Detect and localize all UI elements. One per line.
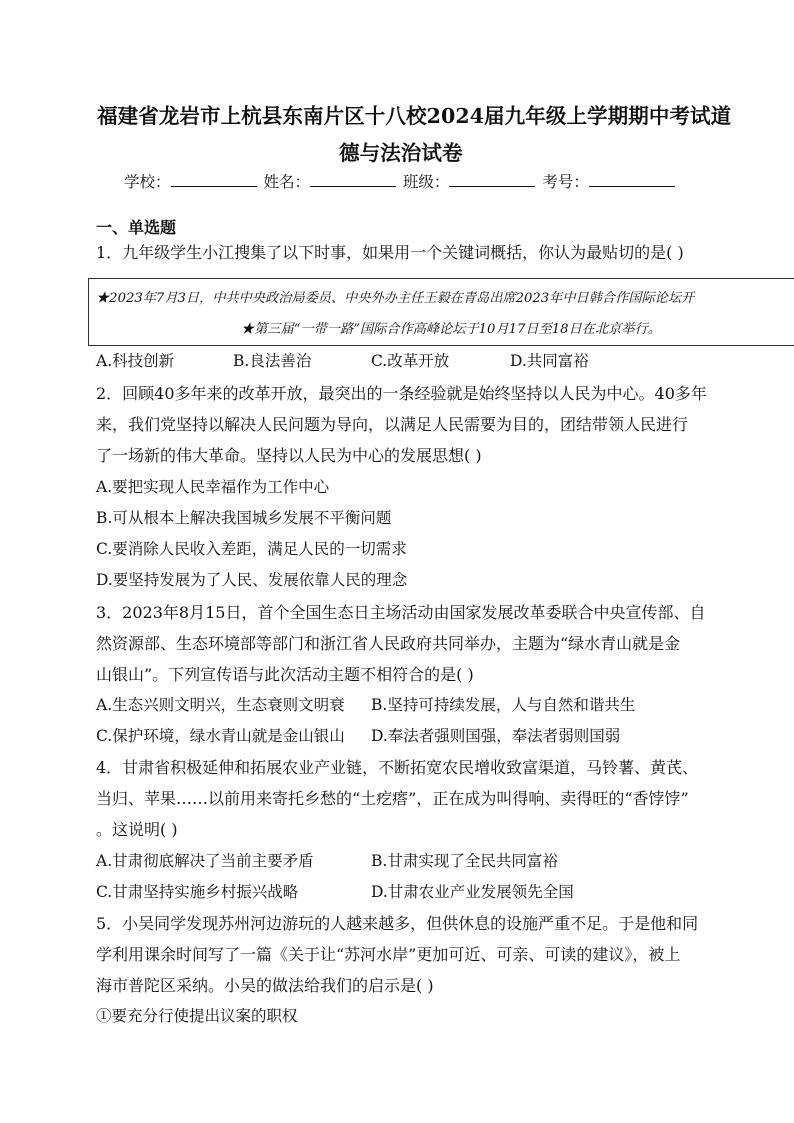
question-3-stem-line-2: 然资源部、生态环境部等部门和浙江省人民政府共同举办，主题为“绿水青山就是金 [96,634,681,653]
section-title: 一、单选题 [96,218,177,237]
question-1-option-b[interactable]: B.良法善治 [233,352,312,370]
question-4-option-c[interactable]: C.甘肃坚持实施乡村振兴战略 [96,883,299,901]
question-1-option-d[interactable]: D.共同富裕 [510,352,589,370]
question-5-statement-1: ①要充分行使提出议案的职权 [96,1007,298,1025]
question-3-stem-line-3: 山银山”。下列宣传语与此次活动主题不相符合的是( ) [96,665,474,684]
question-5-stem-line-3: 海市普陀区采纳。小吴的做法给我们的启示是( ) [96,976,434,995]
question-4-stem-line-1: 4．甘肃省积极延伸和拓展农业产业链，不断拓宽农民增收致富渠道，马铃薯、黄芪、 [96,758,699,777]
question-2-stem-line-1: 2．回顾40多年来的改革开放，最突出的一条经验就是始终坚持以人民为中心。40多年 [96,384,707,403]
student-info-row [124,170,677,192]
question-2-stem-line-3: 了一场新的伟大革命。坚持以人民为中心的发展思想( ) [96,446,482,465]
question-4-option-d[interactable]: D.甘肃农业产业发展领先全国 [371,883,574,901]
question-2-option-c[interactable]: C.要消除人民收入差距，满足人民的一切需求 [96,540,407,558]
question-3-option-b[interactable]: B.坚持可持续发展，人与自然和谐共生 [371,696,636,714]
name-label: 姓名： [263,173,310,191]
question-4-stem-line-2: 当归、苹果……以前用来寄托乡愁的“土疙瘩”，正在成为叫得响、卖得旺的“香饽饽” [96,789,689,808]
question-5-stem-line-2: 学利用课余时间写了一篇《关于让“苏河水岸”更加可近、可亲、可读的建议》，被上 [96,945,681,964]
question-3-stem-line-1: 3．2023年8月15日，首个全国生态日主场活动由国家发展改革委联合中央宣传部、自 [96,603,706,622]
school-label: 学校： [124,173,171,191]
exam-number-field[interactable] [589,174,675,187]
class-field[interactable] [449,174,535,187]
class-label: 班级： [402,173,450,191]
page-title-line-2: 德与法治试卷 [339,141,463,165]
question-3-option-a[interactable]: A.生态兴则文明兴，生态衰则文明衰 [96,696,345,714]
question-2-stem-line-2: 来，我们党坚持以解决人民问题为导向，以满足人民需要为目的，团结带领人民进行 [96,415,689,434]
question-1-material-line-2: ★第三届“一带一路”国际合作高峰论坛于10月17日至18日在北京举行。 [241,322,661,337]
question-1-option-a[interactable]: A.科技创新 [96,352,175,370]
question-2-option-b[interactable]: B.可从根本上解决我国城乡发展不平衡问题 [96,509,392,527]
exam-number-label: 考号： [542,173,589,191]
question-1-material-line-1: ★2023年7月3日，中共中央政治局委员、中央外办主任王毅在青岛出席2023年中日韩合作国际论坛开 [96,291,695,306]
question-4-stem-line-3: 。这说明( ) [96,820,178,839]
question-1-option-c[interactable]: C.改革开放 [371,352,450,370]
question-2-option-d[interactable]: D.要坚持发展为了人民、发展依靠人民的理念 [96,571,408,589]
school-field[interactable] [171,174,257,187]
question-3-option-c[interactable]: C.保护环境，绿水青山就是金山银山 [96,727,345,745]
question-1-stem: 1．九年级学生小江搜集了以下时事，如果用一个关键词概括，你认为最贴切的是( ) [96,243,684,262]
question-2-option-a[interactable]: A.要把实现人民幸福作为工作中心 [96,478,330,496]
question-3-option-d[interactable]: D.奉法者强则国强，奉法者弱则国弱 [371,727,621,745]
question-5-stem-line-1: 5．小吴同学发现苏州河边游玩的人越来越多，但供休息的设施严重不足。于是他和同 [96,914,699,933]
question-4-option-a[interactable]: A.甘肃彻底解决了当前主要矛盾 [96,852,314,870]
question-4-option-b[interactable]: B.甘肃实现了全民共同富裕 [371,852,558,870]
name-field[interactable] [310,174,396,187]
page-title-line-1: 福建省龙岩市上杭县东南片区十八校2024届九年级上学期期中考试道 [97,104,732,128]
